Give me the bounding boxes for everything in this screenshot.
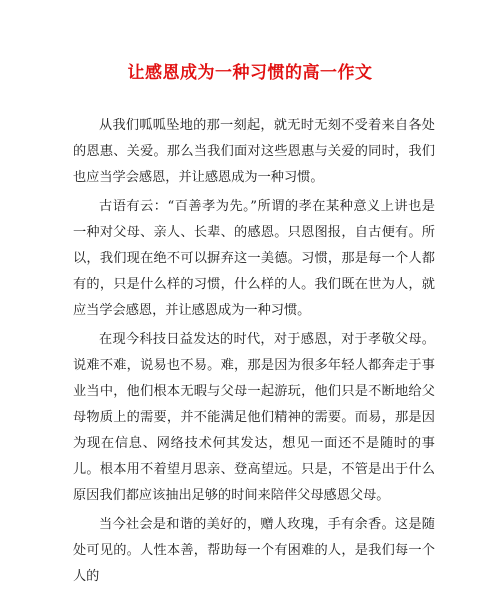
paragraph: 当今社会是和谐的美好的，赠人玫瑰，手有余香。这是随处可见的。人性本善，帮助每一个有困难的人，是我们每一个人的: [73, 517, 435, 584]
document-title: 让感恩成为一种习惯的高一作文: [127, 63, 373, 83]
document-body: [73, 113, 435, 593]
paragraph: 从我们呱呱坠地的那一刻起，就无时无刻不受着来自各处的恩惠、关爱。那么当我们面对这些恩惠与关爱的同时，我们也应当学会感恩，并让感恩成为一种习惯。: [73, 118, 435, 185]
paragraph: 古语有云：“百善孝为先。”所谓的孝在某种意义上讲也是一种对父母、亲人、长辈、的感恩。只恩图报，自古便有。所以，我们现在绝不可以摒弃这一美德。习惯，那是每一个人都有的，只是什么样的习惯，什么样的人。我们既在世为人，就应当学会感恩，并让感恩成为一种习惯。: [73, 199, 435, 318]
paragraph: 在现今科技日益发达的时代，对于感恩，对于孝敬父母。说难不难，说易也不易。难，那是因为很多年轻人都奔走于事业当中，他们根本无暇与父母一起游玩，他们只是不断地给父母物质上的需要，并不能满足他们精神的需要。而易，那是因为现在信息、网络技术何其发达，想见一面还不是随时的事儿。根本用不着望月思亲、登高望远。只是，不管是出于什么原因我们都应该抽出足够的时间来陪伴父母感恩父母。: [73, 332, 435, 503]
